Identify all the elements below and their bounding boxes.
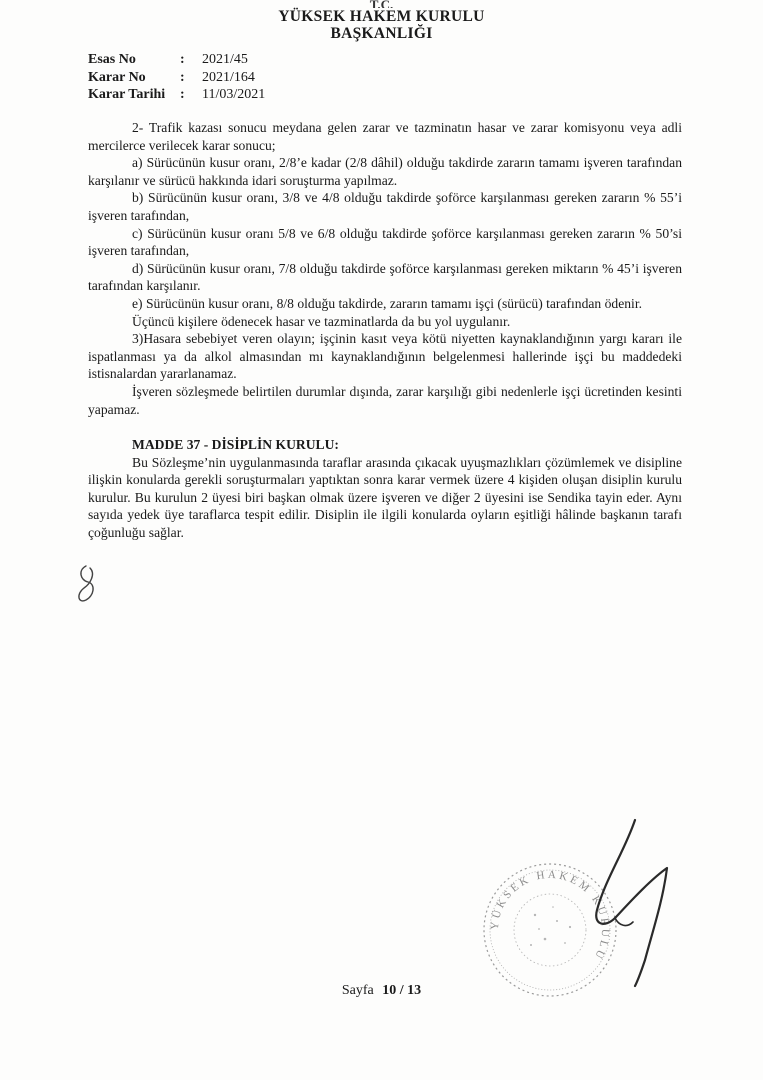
case-metadata [88, 51, 265, 104]
meta-label: Karar Tarihi [88, 87, 166, 102]
signature [575, 810, 685, 990]
meta-colon: : [180, 52, 185, 67]
page-footer [0, 983, 763, 999]
paragraph: e) Sürücünün kusur oranı, 8/8 olduğu takdirde, zararın tamamı işçi (sürücü) tarafından ödenir. [132, 295, 642, 311]
paragraph: Bu Sözleşme’nin uygulanmasında taraflar arasında çıkacak uyuşmazlıkları çözümlemek ve disipline ilişkin konularda gerekli soruşturmaları yaptıktan sonra karar vermek üzere 4 kişiden oluşan disiplin kurulu kurulur. Bu kurulun 2 üyesi biri başkan olmak üzere işveren ve diğer 2 üyesini ise Sendika tayin eder. Aynı sayıda yedek üye taraflarca tespit edilir. Disiplin ile ilgili konularda oyların eşitliği hâlinde başkanın tarafı çoğunluğu sağlar. [88, 454, 682, 541]
header-department: BAŞKANLIĞI [330, 25, 433, 42]
document-body [88, 119, 682, 542]
meta-value: 2021/45 [202, 52, 248, 67]
meta-row-esas [88, 51, 265, 69]
meta-row-karar [88, 69, 265, 87]
seal-text: YÜKSEK HAKEM KURULU [488, 868, 612, 963]
paragraph: d) Sürücünün kusur oranı, 7/8 olduğu takdirde şoförce karşılanması gereken miktarın % 45’i işveren tarafından karşılanır. [88, 260, 682, 294]
meta-colon: : [180, 87, 185, 102]
meta-value: 2021/164 [202, 69, 255, 85]
margin-initial-mark [68, 560, 108, 610]
article-heading: MADDE 37 - DİSİPLİN KURULU: [132, 437, 339, 453]
paragraph: a) Sürücünün kusur oranı, 2/8’e kadar (2/8 dâhil) olduğu takdirde zararın tamamı işveren tarafından karşılanır ve sürücü hakkında idari soruşturma yapılmaz. [88, 155, 682, 188]
footer-label: Sayfa [341, 983, 374, 998]
paragraph: c) Sürücünün kusur oranı 5/8 ve 6/8 olduğu takdirde şoförce karşılanması gereken zararın % 50’si işveren tarafından, [88, 225, 682, 259]
paragraph: 3)Hasara sebebiyet veren olayın; işçinin kasıt veya kötü niyetten kaynaklandığının yargı kararı ile ispatlanması ya da alkol almasından mı kaynaklandığının belgelenmesi hallerinde işçi bu maddedeki istisnalardan yararlanamaz. [88, 331, 682, 382]
meta-label: Esas No [88, 52, 136, 67]
paragraph: İşveren sözleşmede belirtilen durumlar dışında, zarar karşılığı gibi nedenlerle işçi ücretinden kesinti yapamaz. [88, 383, 682, 417]
meta-label: Karar No [88, 69, 146, 85]
paragraph: 2- Trafik kazası sonucu meydana gelen zarar ve tazminatın hasar ve zarar komisyonu veya adli mercilerce verilecek karar sonucu; [88, 120, 682, 153]
paragraph: b) Sürücünün kusur oranı, 3/8 ve 4/8 olduğu takdirde şoförce karşılanması gereken zararın % 55’i işveren tarafından, [88, 190, 682, 223]
meta-value: 11/03/2021 [202, 87, 266, 102]
paragraph: Üçüncü kişilere ödenecek hasar ve tazminatlarda da bu yol uygulanır. [132, 313, 511, 329]
header-country: T.C. [369, 0, 394, 8]
meta-row-tarih [88, 86, 265, 104]
header-institution: YÜKSEK HAKEM KURULU [278, 8, 485, 25]
document-header [0, 0, 763, 42]
meta-colon: : [180, 69, 185, 85]
page-number: 10 / 13 [382, 983, 422, 998]
